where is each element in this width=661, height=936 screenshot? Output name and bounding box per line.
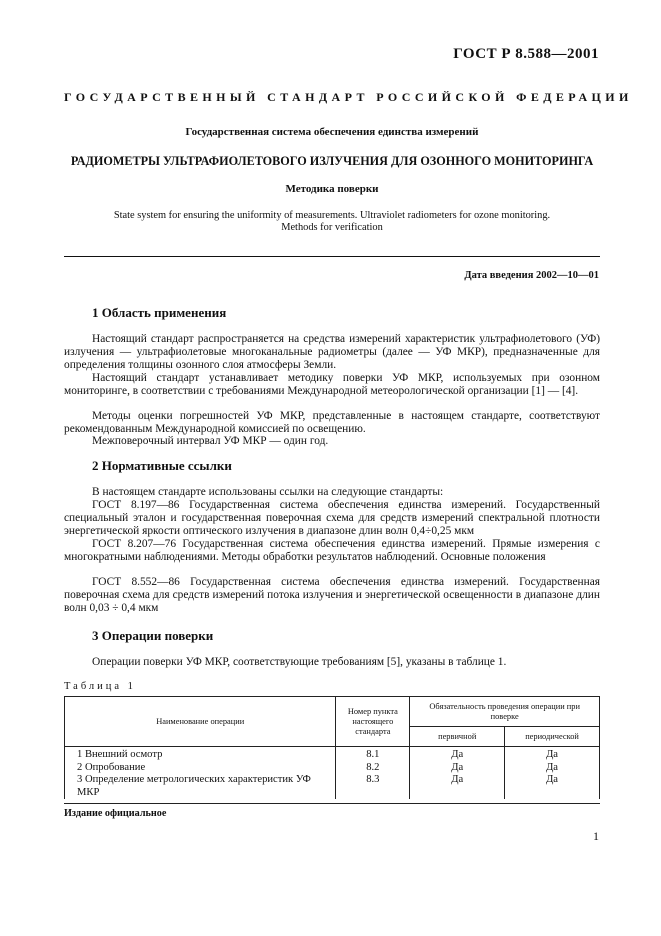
- row-primary: Да: [410, 762, 505, 775]
- header-divider: [64, 256, 600, 257]
- row-operation-name: 2 Опробование: [65, 762, 336, 775]
- state-standard-title: ГОСУДАРСТВЕННЫЙ СТАНДАРТ РОССИЙСКОЙ ФЕДЕРАЦИИ: [64, 90, 633, 104]
- section-2-paragraph-1: В настоящем стандарте использованы ссылки на следующие стандарты:: [92, 486, 444, 498]
- row-periodic: Да: [505, 774, 600, 799]
- section-3-paragraph-1: Операции поверки УФ МКР, соответствующие требованиям [5], указаны в таблице 1.: [92, 656, 507, 668]
- page-number: 1: [593, 829, 599, 843]
- english-title: [64, 210, 600, 234]
- section-1-paragraph-1: Настоящий стандарт распространяется на средства измерений характеристик ультрафиолетового (УФ) излучения — ультрафиолетовые многоканальные радиометры (далее — УФ МКР), предназначенные для определения толщины озонного слоя атмосферы Земли.: [64, 333, 600, 371]
- operations-table: [64, 696, 600, 799]
- method-title: Методика поверки: [285, 183, 379, 195]
- table-row: [65, 774, 600, 799]
- col-header-item-number: Номер пункта настоящего стандарта: [336, 697, 410, 747]
- section-1-paragraph-4: Межповерочный интервал УФ МКР — один год.: [92, 435, 329, 447]
- document-main-title: РАДИОМЕТРЫ УЛЬТРАФИОЛЕТОВОГО ИЗЛУЧЕНИЯ ДЛЯ ОЗОННОГО МОНИТОРИНГА: [70, 154, 594, 168]
- footer-divider: [64, 803, 600, 804]
- table-row: [65, 747, 600, 762]
- col-header-periodic: периодической: [505, 727, 600, 747]
- table-label: Таблица 1: [64, 681, 136, 692]
- row-item-number: 8.2: [336, 762, 410, 775]
- section-2-paragraph-4: ГОСТ 8.552—86 Государственная система обеспечения единства измерений. Государственная поверочная схема для средств измерений потока излучения и энергетической освещенности в диапазоне длин волн 0,03 ÷ 0,4 мкм: [64, 576, 600, 614]
- row-item-number: 8.3: [336, 774, 410, 799]
- row-operation-name: 3 Определение метрологических характеристик УФ МКР: [65, 774, 336, 799]
- row-periodic: Да: [505, 747, 600, 762]
- system-subtitle: Государственная система обеспечения единства измерений: [185, 126, 479, 138]
- row-item-number: 8.1: [336, 747, 410, 762]
- document-code: ГОСТ Р 8.588—2001: [453, 46, 599, 62]
- english-title-line-2: Methods for verification: [281, 222, 383, 233]
- section-1-heading: 1 Область применения: [92, 305, 227, 320]
- section-2-paragraph-3: ГОСТ 8.207—76 Государственная система обеспечения единства измерений. Прямые измерения с многократными наблюдениями. Методы обработки результатов наблюдений. Основные положения: [64, 538, 600, 563]
- edition-note: Издание официальное: [64, 808, 167, 819]
- col-header-primary: первичной: [410, 727, 505, 747]
- introduction-date: Дата введения 2002—10—01: [464, 270, 599, 281]
- section-3-heading: 3 Операции поверки: [92, 628, 214, 643]
- section-1-paragraph-2: Настоящий стандарт устанавливает методику поверки УФ МКР, используемых при озонном мониторинге, в соответствии с требованиями Международной метеорологической организации [1] — [4].: [64, 372, 600, 397]
- row-primary: Да: [410, 747, 505, 762]
- table-1: [64, 696, 600, 799]
- section-1-paragraph-3: Методы оценки погрешностей УФ МКР, представленные в настоящем стандарте, соответствуют рекомендованным Международной комиссией по освещению.: [64, 410, 600, 435]
- row-periodic: Да: [505, 762, 600, 775]
- section-2-heading: 2 Нормативные ссылки: [92, 458, 232, 473]
- row-operation-name: 1 Внешний осмотр: [65, 747, 336, 762]
- section-2-paragraph-2: ГОСТ 8.197—86 Государственная система обеспечения единства измерений. Государственный специальный эталон и государственная поверочная схема для средств измерений спектральной плотности энергетической яркости оптического излучения в диапазоне длин волн 0,4÷0,25 мкм: [64, 499, 600, 537]
- row-primary: Да: [410, 774, 505, 799]
- english-title-line-1: State system for ensuring the uniformity of measurements. Ultraviolet radiometers for ozone monitoring.: [113, 210, 551, 221]
- table-row: [65, 762, 600, 775]
- col-header-required: Обязательность проведения операции при поверке: [410, 697, 600, 727]
- col-header-operation-name: Наименование операции: [65, 697, 336, 747]
